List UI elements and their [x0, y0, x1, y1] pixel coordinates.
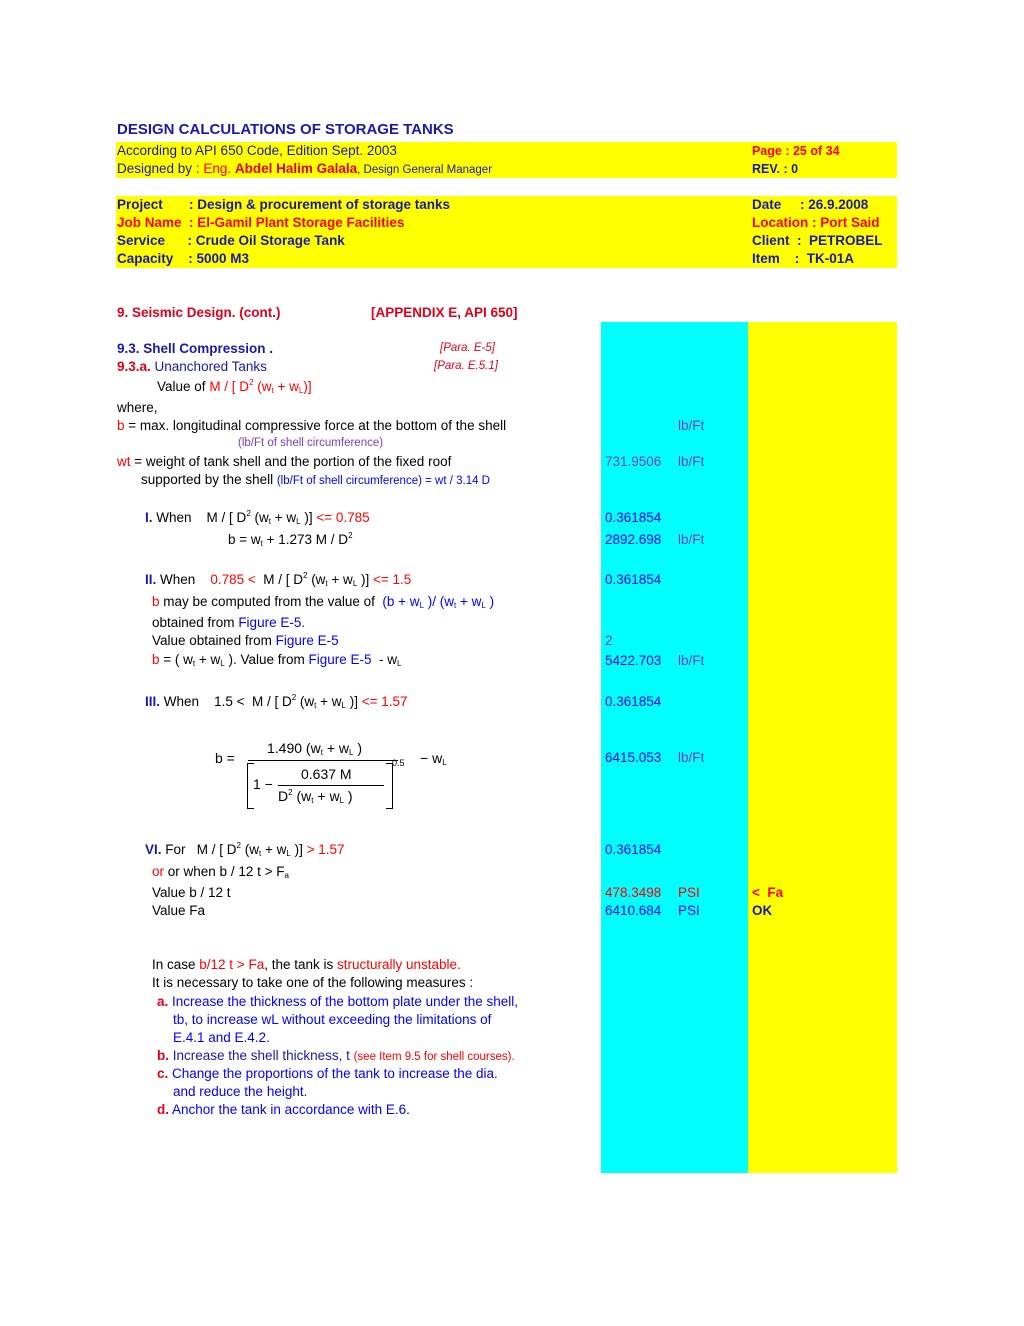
case3-when: When [160, 694, 200, 709]
case4-value-b: Value b / 12 t [152, 885, 231, 900]
case4-or: or or when b / 12 $t > F_a$ [152, 864, 289, 880]
case1-cond: <= 0.785 [312, 510, 370, 525]
designer-role: , Design General Manager [357, 164, 493, 176]
note-line1 [152, 957, 461, 972]
case1-label: I. [145, 510, 153, 525]
measure-b-label: b. [157, 1048, 169, 1063]
subsection-para: [Para. E-5] [440, 342, 495, 354]
measure-d-text: Anchor the tank in accordance with E.6. [169, 1102, 410, 1117]
value-of-label: Value of [157, 379, 206, 394]
case2-unit: lb/Ft [678, 653, 705, 668]
case2-desc2 [152, 615, 305, 630]
note1-b: b/12 t > Fa [199, 957, 265, 972]
case2-ratio: 0.361854 [605, 572, 662, 587]
check-column [748, 322, 897, 1173]
job-line: Job Name : El-Gamil Plant Storage Facilities [117, 215, 405, 230]
note-line2: It is necessary to take one of the following measures : [152, 975, 474, 990]
where-label: where, [117, 400, 158, 415]
case2-fig-link: Figure E-5. [238, 615, 306, 630]
case4-line: VI. For M / [ $D^2$ ($w_t + w_L$ )] > 1.57 [145, 841, 345, 858]
case2-label: II. [145, 572, 157, 587]
date-line: Date : 26.9.2008 [752, 197, 869, 212]
measure-c-text: Change the proportions of the tank to increase the dia. [168, 1066, 498, 1081]
case1-ratio: 0.361854 [605, 510, 662, 525]
measure-d [157, 1102, 410, 1117]
case4-label: VI. [145, 842, 162, 857]
formula-minus-wl: − $w_L$ [420, 750, 447, 767]
subsection-a-para: [Para. E.5.1] [434, 360, 498, 372]
designer-prefix: Designed by : [117, 161, 204, 176]
case2-desc4-text: . Value from [232, 652, 309, 667]
wt-unit: lb/Ft [678, 454, 705, 469]
case3-ratio: 0.361854 [605, 694, 662, 709]
b12t-value: 478.3498 [605, 885, 662, 900]
case3-unit: lb/Ft [678, 750, 705, 765]
b-definition [117, 418, 506, 433]
case1-line: I. When M / [ $D^2$ ($w_t + w_L$ )] <= 0.785 [145, 509, 370, 526]
measure-c [157, 1066, 498, 1081]
subsection-a-title: Unanchored Tanks [150, 359, 267, 374]
formula-numerator: 1.490 ($w_t + w_L$ ) [267, 740, 363, 757]
case2-fig-value: 2 [605, 633, 613, 648]
measure-b-text: Increase the shell thickness, t [169, 1048, 354, 1063]
case2-when: When [156, 572, 196, 587]
doc-title: DESIGN CALCULATIONS OF STORAGE TANKS [117, 121, 454, 138]
measure-b-note: (see Item 9.5 for shell courses). [353, 1051, 515, 1063]
measure-c-2: and reduce the height. [173, 1084, 308, 1099]
appendix-ref: [APPENDIX E, API 650] [371, 305, 518, 320]
note1-a: In case [152, 957, 200, 972]
measure-a-3: E.4.1 and E.4.2. [173, 1030, 270, 1045]
main-fraction-bar [248, 760, 398, 761]
designer-name: Abdel Halim Galala [234, 161, 358, 176]
page-number: Page : 25 of 34 [752, 144, 840, 158]
measure-a-2: tb, to increase wL without exceeding the limitations of [173, 1012, 492, 1027]
subsection-heading: 9.3. Shell Compression . [117, 341, 274, 356]
revision: REV. : 0 [752, 162, 799, 176]
code-line: According to API 650 Code, Edition Sept. 2003 [117, 143, 397, 158]
measure-a-text: Increase the thickness of the bottom plate under the shell, [168, 994, 518, 1009]
note1-d: structurally unstable. [337, 957, 461, 972]
service-line: Service : Crude Oil Storage Tank [117, 233, 345, 248]
project-line: Project : Design & procurement of storage tanks [117, 197, 451, 212]
wt-value: 731.9506 [605, 454, 662, 469]
case2-desc3 [152, 633, 339, 648]
b12t-unit: PSI [678, 885, 700, 900]
case2-b: 5422.703 [605, 653, 662, 668]
case2-desc1: b may be computed from the value of ($b + w_L$ )/ ($w_t + w_L$ ) [152, 594, 495, 610]
wt-text: = weight of tank shell and the portion of the fixed roof [130, 454, 452, 469]
values-column [601, 322, 748, 1173]
case3-label: III. [145, 694, 161, 709]
case2-line: II. When 0.785 < M / [ $D^2$ ($w_t + w_L$ )] <= 1.5 [145, 571, 412, 588]
case1-b: 2892.698 [605, 532, 662, 547]
note1-c: , the tank is [264, 957, 337, 972]
case2-fig3: Figure E-5 [308, 652, 372, 667]
case4-or-text: or when b / 12 t > F [167, 864, 285, 879]
case1-formula: $b = w_t + 1.273$ M / $D^2$ [228, 531, 353, 548]
measure-a-label: a. [157, 994, 169, 1009]
formula-inner-num: 0.637 M [301, 766, 352, 782]
measure-b [157, 1048, 515, 1063]
fa-value: 6410.684 [605, 903, 662, 918]
case3-cond: <= 1.57 [358, 694, 408, 709]
measure-a [157, 994, 518, 1009]
compare-label: < Fa [752, 885, 784, 900]
designer-title: Eng. [203, 161, 235, 176]
measure-d-label: d. [157, 1102, 169, 1117]
item-line: Item : TK-01A [752, 251, 855, 266]
b-text: = max. longitudinal compressive force at the bottom of the shell [124, 418, 507, 433]
b-unit: lb/Ft [678, 418, 705, 433]
case1-unit: lb/Ft [678, 532, 705, 547]
case4-cond: > 1.57 [302, 842, 345, 857]
b-symbol: b [117, 418, 125, 433]
case2-desc4: b = ( $w_t + w_L$ ). Value from Figure $E-5 - w_L$ [152, 652, 402, 668]
case1-when: When [152, 510, 192, 525]
wt-line2: supported by the shell [141, 472, 277, 487]
case3-b: 6415.053 [605, 750, 662, 765]
designer-line [117, 161, 492, 176]
case2-lower: 0.785 < [210, 572, 256, 587]
formula-one-minus: 1 − [253, 776, 273, 792]
case2-fig2: Figure E-5 [275, 633, 339, 648]
subsection-a [117, 359, 267, 374]
value-of-line [157, 378, 312, 395]
section-heading: 9. Seismic Design. (cont.) [117, 305, 281, 320]
wt-definition [117, 454, 451, 469]
ratio-expr: M / [ $D^2$ $(w_t + w_L)$] [209, 378, 312, 395]
formula-inner-den: $D^2$ ($w_t + w_L$ ) [278, 788, 353, 805]
subsection-a-num: 9.3.a. [117, 359, 151, 374]
case3-lower: 1.5 < [214, 694, 245, 709]
formula-lhs: b = [215, 750, 235, 766]
wt-symbol: wt [117, 454, 131, 469]
case3-formula [210, 738, 470, 810]
inner-fraction-bar [278, 785, 384, 786]
case2-cond: <= 1.5 [369, 572, 412, 587]
b-unit-note: (lb/Ft of shell circumference) [238, 437, 384, 449]
ok-label: OK [752, 903, 773, 918]
case2-desc3-text: Value obtained from [152, 633, 276, 648]
case2-desc1-text: may be computed from the value of [163, 594, 375, 609]
case2-desc2-text: obtained from [152, 615, 239, 630]
capacity-line: Capacity : 5000 M3 [117, 251, 250, 266]
case4-for: For [161, 842, 186, 857]
measure-c-label: c. [157, 1066, 169, 1081]
wt-definition-2 [141, 472, 490, 487]
formula-exponent: 0.5 [392, 758, 405, 768]
wt-note: (lb/Ft of shell circumference) = wt / 3.14 D [276, 475, 490, 487]
case3-line: III. When 1.5 < M / [ $D^2$ ($w_t + w_L$ )] <= 1.57 [145, 693, 408, 710]
bracket-right [386, 763, 393, 809]
client-line: Client : PETROBEL [752, 233, 883, 248]
location-line: Location : Port Said [752, 215, 880, 230]
case4-ratio: 0.361854 [605, 842, 662, 857]
case4-value-fa: Value Fa [152, 903, 206, 918]
fa-unit: PSI [678, 903, 700, 918]
